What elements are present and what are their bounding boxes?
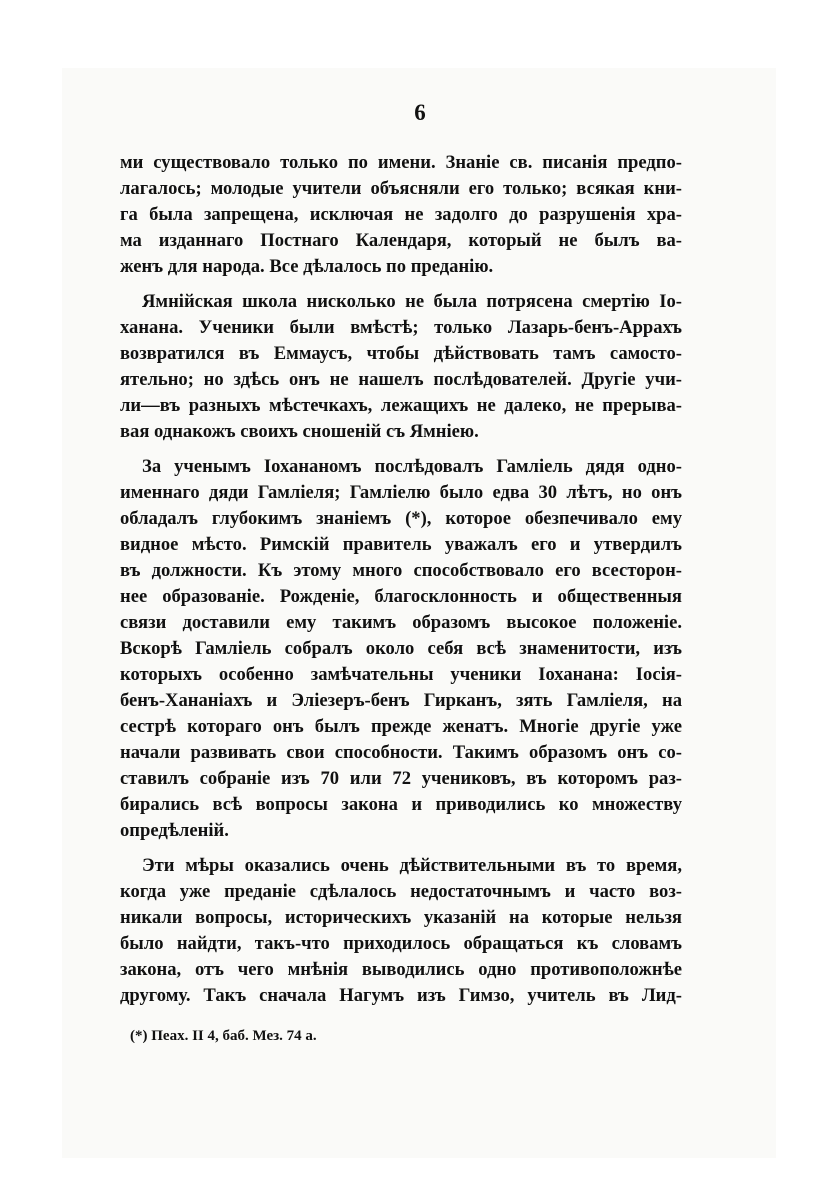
- text-line: которыхъ особенно замѣчательны ученики Іоханана: Іосія-: [120, 664, 682, 685]
- text-line: Ямнійская школа нисколько не была потрясена смертію Іо-: [142, 291, 682, 312]
- text-line: опредѣленій.: [120, 820, 229, 841]
- body-text: [120, 150, 682, 1009]
- text-line: другому. Такъ сначала Нагумъ изъ Гимзо, учитель въ Лид-: [120, 985, 682, 1006]
- text-line: видное мѣсто. Римскій правитель уважалъ его и утвердилъ: [120, 534, 682, 555]
- text-line: За ученымъ Іохананомъ послѣдовалъ Гамліель дядя одно-: [142, 456, 682, 477]
- text-line: обладалъ глубокимъ знаніемъ (*), которое обезпечивало ему: [120, 508, 682, 529]
- text-line: бенъ-Хананіахъ и Эліезеръ-бенъ Гирканъ, зять Гамліеля, на: [120, 690, 682, 711]
- text-line: сестрѣ котораго онъ былъ прежде женатъ. Многіе другіе уже: [120, 716, 682, 737]
- text-line: бирались всѣ вопросы закона и приводились ко множеству: [120, 794, 682, 815]
- text-line: никали вопросы, историческихъ указаній на которые нельзя: [120, 907, 682, 928]
- text-line: лагалось; молодые учители объясняли его только; всякая кни-: [120, 178, 682, 199]
- text-line: начали развивать свои способности. Такимъ образомъ онъ со-: [120, 742, 682, 763]
- page-number: 6: [414, 100, 426, 125]
- text-line: ли—въ разныхъ мѣстечкахъ, лежащихъ не далеко, не прерыва-: [120, 395, 682, 416]
- text-line: вая однакожъ своихъ сношеній съ Ямніею.: [120, 421, 479, 442]
- text-line: возвратился въ Еммаусъ, чтобы дѣйствовать тамъ самосто-: [120, 343, 682, 364]
- text-line: ятельно; но здѣсь онъ не нашелъ послѣдователей. Другіе учи-: [120, 369, 682, 390]
- text-line: га была запрещена, исключая не задолго до разрушенія хра-: [120, 204, 682, 225]
- text-line: ми существовало только по имени. Знаніе св. писанія предпо-: [120, 152, 682, 173]
- text-line: женъ для народа. Все дѣлалось по преданію.: [120, 256, 494, 277]
- text-line: закона, отъ чего мнѣнія выводились одно противоположнѣе: [120, 959, 682, 980]
- text-line: ма изданнаго Постнаго Календаря, который не былъ ва-: [120, 230, 682, 251]
- text-line: въ должности. Къ этому много способствовало его всесторон-: [120, 560, 682, 581]
- footnote: (*) Пеах. II 4, баб. Мез. 74 а.: [130, 1028, 317, 1044]
- text-line: именнаго дяди Гамліеля; Гамліелю было едва 30 лѣтъ, но онъ: [120, 482, 682, 503]
- text-line: Эти мѣры оказались очень дѣйствительными въ то время,: [142, 855, 682, 876]
- text-line: связи доставили ему такимъ образомъ высокое положеніе.: [120, 612, 682, 633]
- text-line: было найдти, такъ-что приходилось обращаться къ словамъ: [120, 933, 682, 954]
- text-line: Вскорѣ Гамліель собралъ около себя всѣ знаменитости, изъ: [120, 638, 682, 659]
- text-line: ханана. Ученики были вмѣстѣ; только Лазарь-бенъ-Аррахъ: [120, 317, 682, 338]
- text-line: ставилъ собраніе изъ 70 или 72 учениковъ, въ которомъ раз-: [120, 768, 682, 789]
- text-line: нее образованіе. Рожденіе, благосклонность и общественныя: [120, 586, 682, 607]
- text-line: когда уже преданіе сдѣлалось недостаточнымъ и часто воз-: [120, 881, 682, 902]
